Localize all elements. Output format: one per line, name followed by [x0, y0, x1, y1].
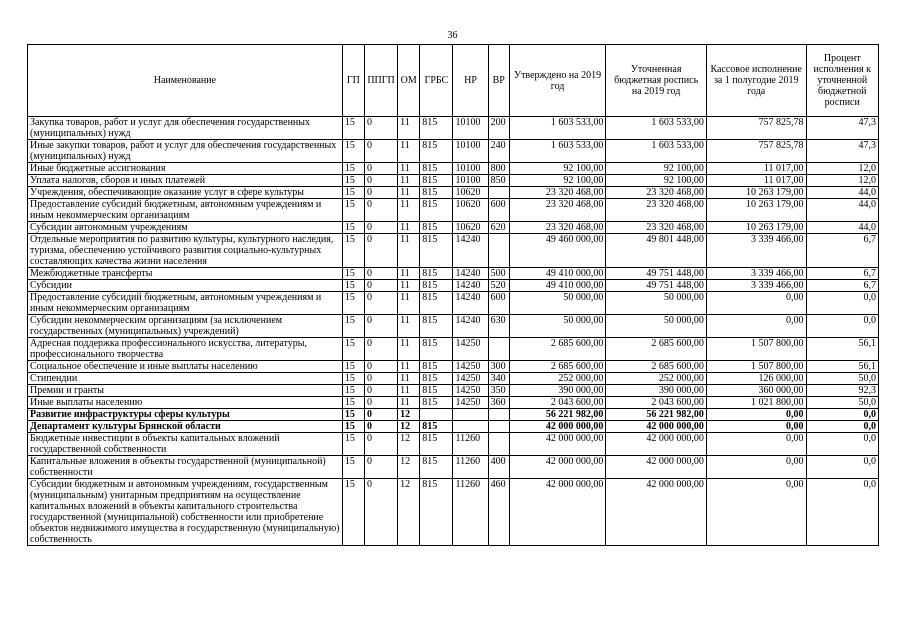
cell-nr: 14250 — [453, 397, 488, 409]
cell-gp: 15 — [342, 187, 364, 199]
cell-name: Иные выплаты населению — [28, 397, 343, 409]
cell-cash: 126 000,00 — [706, 373, 806, 385]
table-row — [28, 361, 879, 373]
cell-approved: 2 685 600,00 — [509, 361, 606, 373]
cell-om: 11 — [398, 397, 420, 409]
cell-gp: 15 — [342, 361, 364, 373]
cell-percent: 12,0 — [806, 163, 879, 175]
cell-ppgp: 0 — [364, 163, 397, 175]
cell-nr: 10620 — [453, 222, 488, 234]
cell-refined: 1 603 533,00 — [606, 117, 707, 140]
col-header-cash: Кассовое исполнение за 1 полугодие 2019 года — [706, 45, 806, 117]
cell-nr: 11260 — [453, 456, 488, 479]
cell-cash: 3 339 466,00 — [706, 280, 806, 292]
cell-refined: 50 000,00 — [606, 292, 707, 315]
cell-om: 11 — [398, 385, 420, 397]
cell-nr — [453, 421, 488, 433]
cell-vr — [488, 187, 509, 199]
cell-approved: 23 320 468,00 — [509, 187, 606, 199]
cell-grbs: 815 — [420, 268, 453, 280]
cell-gp: 15 — [342, 385, 364, 397]
cell-vr: 500 — [488, 268, 509, 280]
cell-grbs: 815 — [420, 117, 453, 140]
table-row — [28, 140, 879, 163]
cell-percent: 0,0 — [806, 421, 879, 433]
cell-cash: 3 339 466,00 — [706, 268, 806, 280]
cell-refined: 252 000,00 — [606, 373, 707, 385]
cell-vr: 600 — [488, 199, 509, 222]
cell-refined: 2 685 600,00 — [606, 361, 707, 373]
cell-gp: 15 — [342, 222, 364, 234]
cell-name: Капитальные вложения в объекты государственной (муниципальной) собственности — [28, 456, 343, 479]
cell-ppgp: 0 — [364, 140, 397, 163]
cell-vr: 400 — [488, 456, 509, 479]
cell-vr — [488, 234, 509, 268]
cell-grbs: 815 — [420, 315, 453, 338]
cell-approved: 23 320 468,00 — [509, 199, 606, 222]
cell-name: Иные бюджетные ассигнования — [28, 163, 343, 175]
cell-ppgp: 0 — [364, 234, 397, 268]
cell-grbs: 815 — [420, 187, 453, 199]
cell-nr: 10620 — [453, 187, 488, 199]
cell-om: 12 — [398, 409, 420, 421]
col-header-vr: ВР — [488, 45, 509, 117]
cell-refined: 92 100,00 — [606, 163, 707, 175]
cell-name: Закупка товаров, работ и услуг для обеспечения государственных (муниципальных) нужд — [28, 117, 343, 140]
cell-gp: 15 — [342, 199, 364, 222]
cell-nr — [453, 409, 488, 421]
cell-nr: 14250 — [453, 373, 488, 385]
cell-grbs: 815 — [420, 175, 453, 187]
cell-name: Адресная поддержка профессионального искусства, литературы, профессионального творчества — [28, 338, 343, 361]
cell-nr: 14240 — [453, 280, 488, 292]
cell-nr: 14240 — [453, 315, 488, 338]
cell-nr: 11260 — [453, 433, 488, 456]
cell-cash: 0,00 — [706, 479, 806, 546]
cell-name: Социальное обеспечение и иные выплаты населению — [28, 361, 343, 373]
cell-grbs: 815 — [420, 397, 453, 409]
cell-vr: 360 — [488, 397, 509, 409]
cell-grbs: 815 — [420, 163, 453, 175]
cell-grbs — [420, 409, 453, 421]
cell-ppgp: 0 — [364, 199, 397, 222]
cell-approved: 2 043 600,00 — [509, 397, 606, 409]
cell-ppgp: 0 — [364, 479, 397, 546]
cell-nr: 14240 — [453, 292, 488, 315]
cell-refined: 50 000,00 — [606, 315, 707, 338]
cell-approved: 92 100,00 — [509, 163, 606, 175]
cell-grbs: 815 — [420, 479, 453, 546]
cell-name: Предоставление субсидий бюджетным, автономным учреждениям и иным некоммерческим организациям — [28, 292, 343, 315]
cell-om: 11 — [398, 292, 420, 315]
cell-name: Субсидии некоммерческим организациям (за исключением государственных (муниципальных) учреждений) — [28, 315, 343, 338]
cell-gp: 15 — [342, 421, 364, 433]
cell-approved: 1 603 533,00 — [509, 140, 606, 163]
cell-name: Предоставление субсидий бюджетным, автономным учреждениям и иным некоммерческим организациям — [28, 199, 343, 222]
cell-grbs: 815 — [420, 421, 453, 433]
cell-percent: 0,0 — [806, 292, 879, 315]
cell-percent: 0,0 — [806, 456, 879, 479]
cell-approved: 50 000,00 — [509, 292, 606, 315]
cell-refined: 92 100,00 — [606, 175, 707, 187]
cell-ppgp: 0 — [364, 385, 397, 397]
table-row — [28, 385, 879, 397]
cell-percent: 44,0 — [806, 222, 879, 234]
cell-refined: 56 221 982,00 — [606, 409, 707, 421]
cell-name: Субсидии бюджетным и автономным учреждениям, государственным (муниципальным) унитарным предприятиям на осуществление капитальных вложений в объекты капитального строительства государственной (муниципальной) собственности или приобретение объектов недвижимого имущества в государственную (муниципальную) собственность — [28, 479, 343, 546]
cell-approved: 92 100,00 — [509, 175, 606, 187]
cell-nr: 10100 — [453, 163, 488, 175]
cell-percent: 92,3 — [806, 385, 879, 397]
table-row — [28, 222, 879, 234]
cell-cash: 0,00 — [706, 409, 806, 421]
cell-approved: 42 000 000,00 — [509, 456, 606, 479]
col-header-gp: ГП — [342, 45, 364, 117]
cell-percent: 44,0 — [806, 187, 879, 199]
header-row — [28, 45, 879, 117]
cell-name: Межбюджетные трансферты — [28, 268, 343, 280]
cell-approved: 42 000 000,00 — [509, 421, 606, 433]
cell-refined: 23 320 468,00 — [606, 187, 707, 199]
cell-cash: 10 263 179,00 — [706, 187, 806, 199]
cell-ppgp: 0 — [364, 433, 397, 456]
cell-ppgp: 0 — [364, 268, 397, 280]
cell-cash: 1 021 800,00 — [706, 397, 806, 409]
table-row — [28, 175, 879, 187]
table-row — [28, 373, 879, 385]
cell-om: 12 — [398, 456, 420, 479]
cell-cash: 11 017,00 — [706, 163, 806, 175]
cell-grbs: 815 — [420, 373, 453, 385]
cell-om: 11 — [398, 140, 420, 163]
cell-refined: 390 000,00 — [606, 385, 707, 397]
cell-nr: 10100 — [453, 175, 488, 187]
cell-vr: 630 — [488, 315, 509, 338]
cell-percent: 6,7 — [806, 268, 879, 280]
cell-refined: 42 000 000,00 — [606, 433, 707, 456]
cell-vr: 800 — [488, 163, 509, 175]
cell-ppgp: 0 — [364, 409, 397, 421]
cell-nr: 10620 — [453, 199, 488, 222]
cell-cash: 10 263 179,00 — [706, 222, 806, 234]
cell-ppgp: 0 — [364, 421, 397, 433]
cell-om: 11 — [398, 187, 420, 199]
cell-grbs: 815 — [420, 280, 453, 292]
cell-percent: 0,0 — [806, 433, 879, 456]
table-row — [28, 479, 879, 546]
cell-refined: 23 320 468,00 — [606, 199, 707, 222]
cell-gp: 15 — [342, 479, 364, 546]
cell-om: 11 — [398, 199, 420, 222]
cell-gp: 15 — [342, 117, 364, 140]
table-row — [28, 409, 879, 421]
cell-vr: 200 — [488, 117, 509, 140]
cell-grbs: 815 — [420, 292, 453, 315]
cell-om: 12 — [398, 433, 420, 456]
cell-ppgp: 0 — [364, 338, 397, 361]
cell-cash: 11 017,00 — [706, 175, 806, 187]
cell-percent: 0,0 — [806, 409, 879, 421]
col-header-approved: Утверждено на 2019 год — [509, 45, 606, 117]
cell-refined: 42 000 000,00 — [606, 456, 707, 479]
cell-name: Субсидии автономным учреждениям — [28, 222, 343, 234]
cell-om: 11 — [398, 268, 420, 280]
table-row — [28, 199, 879, 222]
cell-grbs: 815 — [420, 456, 453, 479]
cell-vr: 340 — [488, 373, 509, 385]
cell-percent: 12,0 — [806, 175, 879, 187]
cell-gp: 15 — [342, 292, 364, 315]
cell-approved: 1 603 533,00 — [509, 117, 606, 140]
table-row — [28, 456, 879, 479]
cell-cash: 10 263 179,00 — [706, 199, 806, 222]
cell-cash: 0,00 — [706, 315, 806, 338]
cell-nr: 10100 — [453, 140, 488, 163]
cell-vr: 350 — [488, 385, 509, 397]
cell-grbs: 815 — [420, 234, 453, 268]
table-row — [28, 280, 879, 292]
cell-refined: 2 685 600,00 — [606, 338, 707, 361]
col-header-grbs: ГРБС — [420, 45, 453, 117]
cell-om: 11 — [398, 117, 420, 140]
cell-gp: 15 — [342, 140, 364, 163]
table-row — [28, 117, 879, 140]
cell-nr: 14240 — [453, 234, 488, 268]
cell-vr — [488, 421, 509, 433]
cell-gp: 15 — [342, 456, 364, 479]
cell-name: Развитие инфраструктуры сферы культуры — [28, 409, 343, 421]
cell-refined: 1 603 533,00 — [606, 140, 707, 163]
cell-approved: 42 000 000,00 — [509, 479, 606, 546]
cell-grbs: 815 — [420, 338, 453, 361]
cell-ppgp: 0 — [364, 292, 397, 315]
cell-gp: 15 — [342, 280, 364, 292]
cell-vr: 460 — [488, 479, 509, 546]
cell-name: Стипендии — [28, 373, 343, 385]
cell-refined: 2 043 600,00 — [606, 397, 707, 409]
cell-ppgp: 0 — [364, 280, 397, 292]
cell-name: Иные закупки товаров, работ и услуг для обеспечения государственных (муниципальных) нужд — [28, 140, 343, 163]
cell-refined: 42 000 000,00 — [606, 479, 707, 546]
cell-nr: 14250 — [453, 385, 488, 397]
cell-ppgp: 0 — [364, 315, 397, 338]
cell-nr: 14240 — [453, 268, 488, 280]
cell-ppgp: 0 — [364, 117, 397, 140]
cell-name: Учреждения, обеспечивающие оказание услуг в сфере культуры — [28, 187, 343, 199]
cell-cash: 1 507 800,00 — [706, 361, 806, 373]
cell-ppgp: 0 — [364, 397, 397, 409]
cell-name: Премии и гранты — [28, 385, 343, 397]
cell-nr: 10100 — [453, 117, 488, 140]
cell-grbs: 815 — [420, 140, 453, 163]
cell-nr: 14250 — [453, 338, 488, 361]
cell-om: 11 — [398, 163, 420, 175]
cell-vr: 520 — [488, 280, 509, 292]
cell-gp: 15 — [342, 338, 364, 361]
cell-cash: 757 825,78 — [706, 117, 806, 140]
cell-percent: 47,3 — [806, 140, 879, 163]
cell-refined: 49 751 448,00 — [606, 268, 707, 280]
col-header-refined: Уточненная бюджетная роспись на 2019 год — [606, 45, 707, 117]
cell-cash: 1 507 800,00 — [706, 338, 806, 361]
cell-grbs: 815 — [420, 433, 453, 456]
col-header-ppgp: ППГП — [364, 45, 397, 117]
table-row — [28, 268, 879, 280]
cell-percent: 44,0 — [806, 199, 879, 222]
cell-cash: 757 825,78 — [706, 140, 806, 163]
cell-percent: 50,0 — [806, 397, 879, 409]
cell-nr: 11260 — [453, 479, 488, 546]
cell-vr: 850 — [488, 175, 509, 187]
cell-percent: 6,7 — [806, 234, 879, 268]
budget-table — [27, 44, 879, 546]
cell-ppgp: 0 — [364, 373, 397, 385]
cell-percent: 6,7 — [806, 280, 879, 292]
cell-vr — [488, 409, 509, 421]
cell-approved: 390 000,00 — [509, 385, 606, 397]
cell-name: Бюджетные инвестиции в объекты капитальных вложений государственной собственности — [28, 433, 343, 456]
cell-refined: 49 801 448,00 — [606, 234, 707, 268]
cell-gp: 15 — [342, 234, 364, 268]
cell-om: 11 — [398, 222, 420, 234]
cell-percent: 56,1 — [806, 361, 879, 373]
cell-ppgp: 0 — [364, 175, 397, 187]
cell-approved: 49 410 000,00 — [509, 280, 606, 292]
cell-om: 12 — [398, 479, 420, 546]
table-row — [28, 187, 879, 199]
cell-percent: 56,1 — [806, 338, 879, 361]
cell-grbs: 815 — [420, 222, 453, 234]
cell-approved: 42 000 000,00 — [509, 433, 606, 456]
cell-gp: 15 — [342, 409, 364, 421]
cell-cash: 360 000,00 — [706, 385, 806, 397]
cell-grbs: 815 — [420, 199, 453, 222]
cell-name: Субсидии — [28, 280, 343, 292]
cell-approved: 56 221 982,00 — [509, 409, 606, 421]
cell-approved: 49 460 000,00 — [509, 234, 606, 268]
cell-gp: 15 — [342, 163, 364, 175]
cell-nr: 14250 — [453, 361, 488, 373]
cell-gp: 15 — [342, 315, 364, 338]
cell-cash: 0,00 — [706, 292, 806, 315]
cell-vr — [488, 338, 509, 361]
col-header-name: Наименование — [28, 45, 343, 117]
cell-gp: 15 — [342, 397, 364, 409]
table-row — [28, 315, 879, 338]
col-header-nr: НР — [453, 45, 488, 117]
table-row — [28, 163, 879, 175]
table-row — [28, 292, 879, 315]
cell-om: 11 — [398, 234, 420, 268]
table-row — [28, 338, 879, 361]
cell-cash: 0,00 — [706, 421, 806, 433]
cell-vr: 300 — [488, 361, 509, 373]
cell-cash: 0,00 — [706, 456, 806, 479]
col-header-percent: Процент исполнения к уточненной бюджетной росписи — [806, 45, 879, 117]
cell-om: 11 — [398, 315, 420, 338]
page-number: 36 — [447, 30, 458, 41]
cell-grbs: 815 — [420, 361, 453, 373]
cell-approved: 2 685 600,00 — [509, 338, 606, 361]
cell-om: 11 — [398, 361, 420, 373]
cell-percent: 0,0 — [806, 315, 879, 338]
cell-name: Департамент культуры Брянской области — [28, 421, 343, 433]
cell-refined: 42 000 000,00 — [606, 421, 707, 433]
table-row — [28, 397, 879, 409]
cell-gp: 15 — [342, 373, 364, 385]
cell-vr: 240 — [488, 140, 509, 163]
cell-percent: 50,0 — [806, 373, 879, 385]
cell-vr: 600 — [488, 292, 509, 315]
cell-percent: 0,0 — [806, 479, 879, 546]
cell-approved: 23 320 468,00 — [509, 222, 606, 234]
cell-cash: 3 339 466,00 — [706, 234, 806, 268]
cell-refined: 23 320 468,00 — [606, 222, 707, 234]
table-row — [28, 433, 879, 456]
cell-name: Отдельные мероприятия по развитию культуры, культурного наследия, туризма, обеспечению устойчивого развития социально-культурных составляющих качества жизни населения — [28, 234, 343, 268]
cell-grbs: 815 — [420, 385, 453, 397]
cell-name: Уплата налогов, сборов и иных платежей — [28, 175, 343, 187]
cell-refined: 49 751 448,00 — [606, 280, 707, 292]
cell-ppgp: 0 — [364, 222, 397, 234]
table-row — [28, 234, 879, 268]
cell-om: 12 — [398, 421, 420, 433]
cell-ppgp: 0 — [364, 456, 397, 479]
cell-om: 11 — [398, 373, 420, 385]
cell-percent: 47,3 — [806, 117, 879, 140]
table-row — [28, 421, 879, 433]
cell-om: 11 — [398, 280, 420, 292]
cell-ppgp: 0 — [364, 187, 397, 199]
cell-cash: 0,00 — [706, 433, 806, 456]
cell-gp: 15 — [342, 268, 364, 280]
cell-gp: 15 — [342, 175, 364, 187]
cell-approved: 50 000,00 — [509, 315, 606, 338]
cell-vr — [488, 433, 509, 456]
cell-om: 11 — [398, 175, 420, 187]
cell-gp: 15 — [342, 433, 364, 456]
cell-vr: 620 — [488, 222, 509, 234]
cell-ppgp: 0 — [364, 361, 397, 373]
cell-om: 11 — [398, 338, 420, 361]
cell-approved: 49 410 000,00 — [509, 268, 606, 280]
table-body — [28, 117, 879, 546]
cell-approved: 252 000,00 — [509, 373, 606, 385]
col-header-om: ОМ — [398, 45, 420, 117]
